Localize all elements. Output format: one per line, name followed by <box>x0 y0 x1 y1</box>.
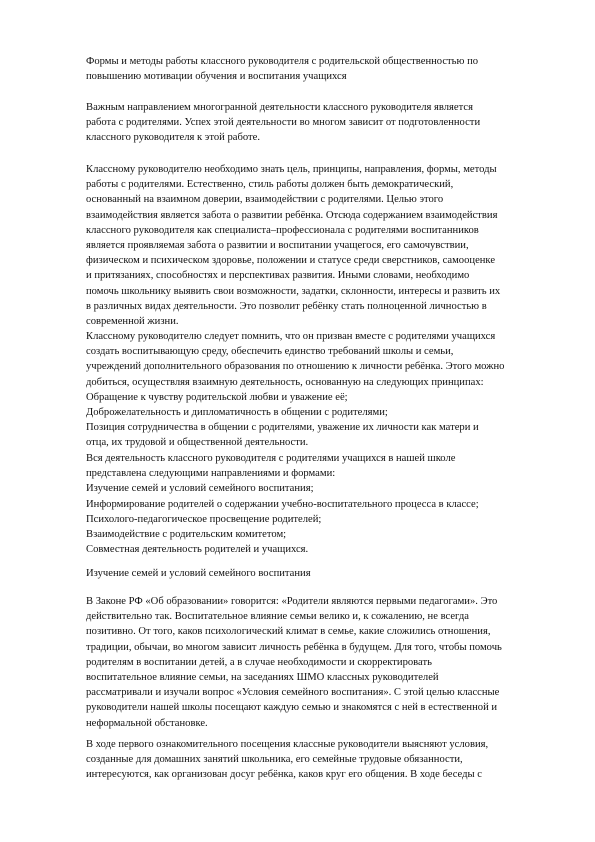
paragraph-first-visit <box>86 737 556 783</box>
list-item: Обращение к чувству родительской любви и уважение её; <box>86 391 348 403</box>
text-line: Вся деятельность классного руководителя с родителями учащихся в нашей школе <box>86 453 456 464</box>
document-title <box>86 54 556 84</box>
title-line: повышению мотивации обучения и воспитания учащихся <box>86 71 347 83</box>
text-line: традиции, обычаи, во многом зависит личность ребёнка в будущем. Для того, чтобы помочь <box>86 641 502 653</box>
text-line: В ходе первого ознакомительного посещения классные руководители выясняют условия, <box>86 739 489 750</box>
list-item: Совместная деятельность родителей и учащихся. <box>86 544 309 556</box>
paragraph-family-study <box>86 594 556 731</box>
section-heading-text: Изучение семей и условий семейного воспитания <box>86 568 311 579</box>
text-line: руководители нашей школы посещают каждую семью и знакомятся с ней в естественной и <box>86 702 498 714</box>
text-line: отца, их трудовой и общественной деятельности. <box>86 437 309 449</box>
text-line: представлена следующими направлениями и формами: <box>86 468 336 480</box>
text-line: является проявляемая забота о развитии и воспитании учащегося, его самочувствии, <box>86 239 469 251</box>
paragraph-importance <box>86 100 556 146</box>
text-line: взаимодействия является забота о развитии ребёнка. Отсюда содержанием взаимодействия <box>86 209 498 221</box>
list-item: Позиция сотрудничества в общении с родителями, уважение их личности как матери и <box>86 422 479 434</box>
text-line: основанный на взаимном доверии, взаимодействии с родителями. Целью этого <box>86 194 444 206</box>
text-line: Классному руководителю следует помнить, что он призван вместе с родителями учащихся <box>86 331 496 343</box>
text-line: созданные для домашних занятий школьника, его семейные трудовые обязанности, <box>86 754 463 766</box>
list-item: Изучение семей и условий семейного воспитания; <box>86 483 314 495</box>
text-line: создать воспитывающую среду, обеспечить единство требований школы и семьи, <box>86 346 454 358</box>
text-line: классного руководителя как специалиста–профессионала с родителями воспитанников <box>86 224 479 236</box>
text-line: В Законе РФ «Об образовании» говорится: «Родители являются первыми педагогами». Это <box>86 596 498 607</box>
text-line: и притязаниях, способностях и перспективах развития. Иными словами, необходимо <box>86 270 470 282</box>
text-line: помочь школьнику выявить свои возможности, задатки, склонности, интересы и развить их <box>86 285 501 297</box>
text-line: работа с родителями. Успех этой деятельности во многом зависит от подготовленности <box>86 117 481 129</box>
section-heading <box>86 566 556 581</box>
text-line: Важным направлением многогранной деятельности классного руководителя является <box>86 102 473 113</box>
list-item: Психолого-педагогическое просвещение родителей; <box>86 513 322 525</box>
text-line: работы с родителями. Естественно, стиль работы должен быть демократический, <box>86 179 454 191</box>
text-line: действительно так. Воспитательное влияние семьи велико и, к сожалению, не всегда <box>86 611 469 623</box>
list-item: Информирование родителей о содержании учебно-воспитательного процесса в классе; <box>86 498 479 510</box>
text-line: родителям в воспитании детей, а в случае необходимости и скорректировать <box>86 656 432 668</box>
list-item: Доброжелательность и дипломатичность в общении с родителями; <box>86 407 388 418</box>
text-line: учреждений дополнительного образования по отношению к личности ребёнка. Этого можно <box>86 361 505 373</box>
text-line: рассматривали и изучали вопрос «Условия семейного воспитания». С этой целью классные <box>86 687 500 699</box>
paragraph-directions <box>86 451 556 557</box>
text-line: воспитательное влияние семьи, на заседаниях ШМО классных руководителей <box>86 671 439 683</box>
list-item: Взаимодействие с родительским комитетом; <box>86 528 287 540</box>
text-line: добиться, осуществляя взаимную деятельность, основанную на следующих принципах: <box>86 376 484 388</box>
paragraph-principles <box>86 162 556 451</box>
text-line: позитивно. От того, каков психологический климат в семье, какие сложились отношения, <box>86 626 491 638</box>
text-line: классного руководителя к этой работе. <box>86 132 260 144</box>
text-line: физическом и психическом здоровье, положении и статусе среди сверстников, самооценке <box>86 255 496 267</box>
text-line: интересуются, как организован досуг ребёнка, каков круг его общения. В ходе беседы с <box>86 769 482 781</box>
text-line: неформальной обстановке. <box>86 717 208 729</box>
title-line: Формы и методы работы классного руководителя с родительской общественностью по <box>86 56 479 67</box>
text-line: современной жизни. <box>86 315 179 327</box>
text-line: в различных видах деятельности. Это позволит ребёнку стать полноценной личностью в <box>86 300 487 312</box>
text-line: Классному руководителю необходимо знать цель, принципы, направления, формы, методы <box>86 164 497 175</box>
